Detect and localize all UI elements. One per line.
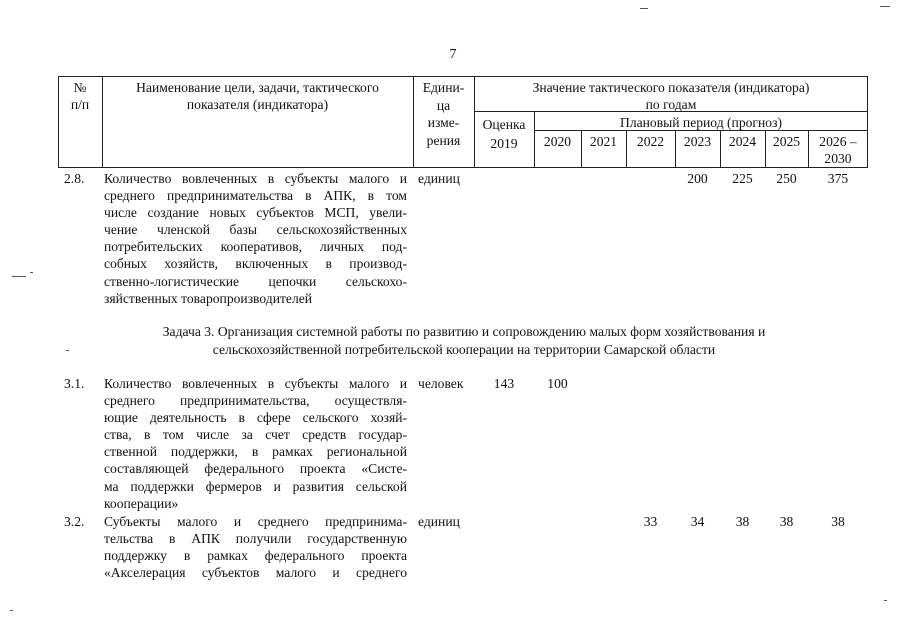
- header-year-2021: 2021: [589, 134, 618, 149]
- value-2025: 38: [779, 514, 794, 529]
- header-num: № п/п: [70, 80, 90, 112]
- header-estimate: Оценка 2019: [482, 117, 526, 151]
- header-name: Наименование цели, задачи, тактического показателя (индикатора): [136, 80, 379, 112]
- header-year-2024: 2024: [728, 134, 757, 149]
- row-unit: единиц: [418, 514, 460, 529]
- task-heading: Задача 3. Организация системной работы по развитию и сопровождению малых форм хозяйствования и сельскохозяйственной потребительской кооперации на территории Самарской области: [162, 324, 766, 357]
- value-2026-2030: 38: [831, 514, 845, 529]
- row-unit: единиц: [418, 171, 460, 186]
- header-year-2020: 2020: [543, 134, 572, 149]
- scan-speck: [640, 8, 648, 9]
- scan-speck: [30, 272, 33, 273]
- row-name: Субъекты малого и среднего предпринима- тельства в АПК получили государственную поддержку в рамках федерального проекта «Акселерация субъектов малого и среднего: [104, 514, 407, 581]
- scan-speck: [12, 276, 26, 277]
- header-value-title: Значение тактического показателя (индикатора) по годам: [532, 80, 810, 112]
- scan-speck: [10, 610, 13, 611]
- row-name: Количество вовлеченных в субъекты малого и среднего предпринимательства в АПК, в том числе создание новых субъектов МСП, увели- чение членской базы сельскохозяйственных потребительских кооперативов, личных под- собных хозяйств, включенных в производ- ственно-логистические цепочки сельскохо- зяйственных товаропроизводителей: [104, 171, 407, 306]
- value-2019: 143: [493, 376, 515, 391]
- page-number: 7: [449, 47, 457, 62]
- value-2022: 33: [643, 514, 658, 529]
- header-year-2026-2030: 2026 – 2030: [819, 134, 857, 166]
- row-number: 3.2.: [64, 514, 85, 529]
- row-number: 3.1.: [64, 376, 85, 391]
- value-2024: 38: [735, 514, 750, 529]
- row-number: 2.8.: [64, 171, 85, 186]
- row-unit: человек: [418, 376, 464, 391]
- value-2020: 100: [547, 376, 568, 391]
- header-year-2025: 2025: [772, 134, 801, 149]
- header-plan-period: Плановый период (прогноз): [620, 115, 782, 130]
- header-year-2022: 2022: [636, 134, 665, 149]
- row-name: Количество вовлеченных в субъекты малого и среднего предпринимательства, осуществля- ющие деятельность в сфере сельского хозяй- ства, в том числе за счет средств государ- ственной поддержки, в рамках региональной составляющей федерального проекта «Систе- ма поддержки фермеров и развития сельской кооперации»: [104, 376, 407, 511]
- header-year-2023: 2023: [683, 134, 712, 149]
- value-2023: 200: [687, 171, 708, 186]
- scan-speck: [880, 6, 890, 7]
- value-2026-2030: 375: [827, 171, 849, 186]
- value-2024: 225: [732, 171, 753, 186]
- value-2025: 250: [776, 171, 797, 186]
- value-2023: 34: [690, 514, 705, 529]
- header-unit: Едини- ца изме- рения: [422, 80, 465, 148]
- scan-speck: [66, 350, 69, 351]
- scan-speck: [884, 600, 887, 601]
